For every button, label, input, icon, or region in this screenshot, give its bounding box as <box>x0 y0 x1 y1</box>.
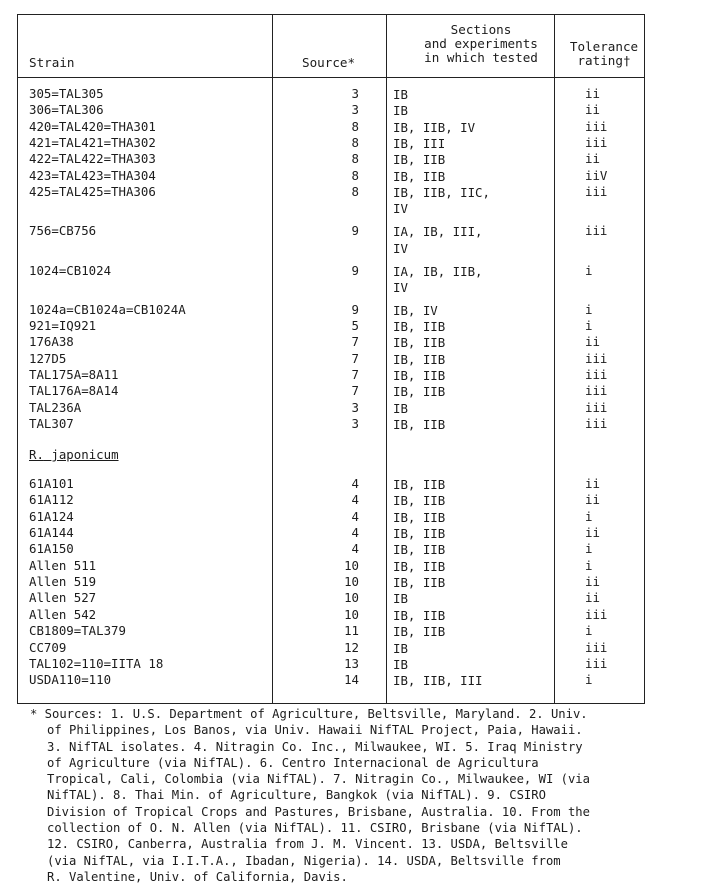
tolerance-cell: iii <box>585 399 608 415</box>
tolerance-cell: iii <box>585 350 608 366</box>
source-cell: 7 <box>351 334 359 350</box>
tolerance-cell: ii <box>585 476 600 491</box>
tolerance-cell: iii <box>585 118 608 134</box>
strain-cell: Allen 542 <box>29 606 97 622</box>
strain-cell: TAL176A=8A14 <box>29 383 119 399</box>
source-cell: 11 <box>344 623 359 639</box>
tolerance-cell: i <box>585 318 593 334</box>
source-cell: 3 <box>351 86 359 101</box>
sections-line: IB <box>393 656 408 672</box>
source-cell: 3 <box>351 399 359 415</box>
source-cell: 4 <box>351 476 359 491</box>
sections-cell <box>393 335 445 351</box>
table-row <box>17 641 645 657</box>
sections-cell <box>393 526 445 542</box>
strain-cell: Allen 527 <box>29 590 97 606</box>
table-row <box>17 542 645 558</box>
strain-cell: 1024a=CB1024a=CB1024A <box>29 301 186 317</box>
sections-line: IB, IIB <box>393 526 446 542</box>
footnote-line: of Philippines, Los Banos, via Univ. Hawaii NifTAL Project, Paia, Hawaii. <box>47 723 583 738</box>
strain-cell: 305=TAL305 <box>29 86 104 101</box>
strain-cell: 421=TAL421=THA302 <box>29 135 156 151</box>
sections-line: IV <box>393 240 408 256</box>
sections-line: IA, IB, IIB, <box>393 263 483 279</box>
sections-cell <box>393 477 445 493</box>
tolerance-cell: ii <box>585 492 600 508</box>
sections-line: IV <box>393 279 408 295</box>
strain-cell: 127D5 <box>29 350 67 366</box>
strain-cell: Allen 519 <box>29 574 97 590</box>
sections-cell <box>393 575 445 591</box>
header-sections-line-1: Sections <box>450 22 512 37</box>
sections-cell <box>393 510 445 526</box>
source-cell: 8 <box>351 151 359 167</box>
sections-line: IB <box>393 591 408 607</box>
sections-line: IB, III <box>393 136 446 152</box>
sections-line: IB, IIB <box>393 351 446 367</box>
table-bottom-rule <box>17 703 645 704</box>
source-cell: 9 <box>351 301 359 317</box>
sections-line: IB <box>393 103 408 119</box>
tolerance-cell: i <box>585 262 593 278</box>
species-name: japonicum <box>51 447 119 462</box>
source-cell: 10 <box>344 590 359 606</box>
source-cell: 8 <box>351 118 359 134</box>
source-cell: 8 <box>351 135 359 151</box>
strain-cell: 176A38 <box>29 334 74 350</box>
tolerance-cell: iii <box>585 135 608 151</box>
sections-cell <box>393 87 408 103</box>
sections-cell <box>393 224 483 257</box>
sections-cell <box>393 542 445 558</box>
strain-cell: Allen 511 <box>29 557 97 573</box>
sections-cell <box>393 120 475 136</box>
header-sections-line-3: in which tested <box>424 50 538 65</box>
source-cell: 7 <box>351 383 359 399</box>
header-strain: Strain <box>29 55 75 70</box>
strain-cell: 422=TAL422=THA303 <box>29 151 156 167</box>
sections-line: IB, IIB, IIC, <box>393 185 490 201</box>
strain-cell: 61A144 <box>29 525 74 541</box>
tolerance-cell: i <box>585 508 593 524</box>
tolerance-cell: i <box>585 672 593 688</box>
sections-line: IB, IIB <box>393 493 446 509</box>
header-source: Source* <box>302 55 356 70</box>
tolerance-cell: iiV <box>585 167 608 183</box>
footnote-line: R. Valentine, Univ. of California, Davis. <box>47 869 348 884</box>
tolerance-cell: ii <box>585 525 600 541</box>
sections-line: IB, IIB <box>393 509 446 525</box>
table-row <box>17 136 645 152</box>
sections-cell <box>393 152 445 168</box>
sections-cell <box>393 352 445 368</box>
table-row <box>17 152 645 168</box>
tolerance-cell: iii <box>585 223 608 239</box>
table-row <box>17 493 645 509</box>
table-row <box>17 673 645 689</box>
footnote-line: collection of O. N. Allen (via NifTAL). 11. CSIRO, Brisbane (via NifTAL). <box>47 821 583 836</box>
tolerance-cell: iii <box>585 383 608 399</box>
footnote-line: NifTAL). 8. Thai Min. of Agriculture, Bangkok (via NifTAL). 9. CSIRO <box>47 788 546 803</box>
sections-line: IB, IIB <box>393 368 446 384</box>
sections-cell <box>393 591 408 607</box>
source-cell: 4 <box>351 525 359 541</box>
sections-line: IB <box>393 87 408 102</box>
sections-cell <box>393 608 445 624</box>
table-row <box>17 401 645 417</box>
tolerance-cell: ii <box>585 574 600 590</box>
footnote-line: 12. CSIRO, Canberra, Australia from J. M. Vincent. 13. USDA, Beltsville <box>47 837 568 852</box>
strain-cell: CC709 <box>29 639 67 655</box>
strain-cell: USDA110=110 <box>29 672 112 688</box>
source-cell: 10 <box>344 574 359 590</box>
strain-cell: 425=TAL425=THA306 <box>29 184 156 200</box>
strain-cell: 420=TAL420=THA301 <box>29 118 156 134</box>
sections-line: IB, IIB <box>393 558 446 574</box>
sections-cell <box>393 401 408 417</box>
header-tolerance-line-1: Tolerance <box>569 39 639 54</box>
source-cell: 13 <box>344 655 359 671</box>
sections-cell <box>393 319 445 335</box>
table-row <box>17 591 645 607</box>
table-row <box>17 169 645 185</box>
sections-line: IB, IV <box>393 302 438 318</box>
source-cell: 5 <box>351 318 359 334</box>
tolerance-cell: iii <box>585 655 608 671</box>
table-row <box>17 575 645 591</box>
tolerance-cell: ii <box>585 151 600 167</box>
tolerance-cell: i <box>585 557 593 573</box>
footnote-line: Division of Tropical Crops and Pastures, Brisbane, Australia. 10. From the <box>47 804 590 819</box>
table-row <box>17 384 645 400</box>
tolerance-cell: ii <box>585 590 600 606</box>
footnote-line: (via NifTAL, via I.I.T.A., Ibadan, Nigeria). 14. USDA, Beltsville from <box>47 853 561 868</box>
sections-cell <box>393 368 445 384</box>
strain-cell: TAL175A=8A11 <box>29 367 119 383</box>
source-cell: 4 <box>351 541 359 557</box>
tolerance-cell: iii <box>585 416 608 432</box>
table-row <box>17 120 645 136</box>
sources-footnote <box>30 706 696 885</box>
table-row <box>17 559 645 575</box>
sections-line: IB, IIB <box>393 152 446 168</box>
sections-cell <box>393 185 490 218</box>
sections-line: IB, IIB <box>393 607 446 623</box>
sections-cell <box>393 417 445 433</box>
sections-cell <box>393 641 408 657</box>
sections-line: IB <box>393 640 408 656</box>
footnote-line: 3. NifTAL isolates. 4. Nitragin Co. Inc., Milwaukee, WI. 5. Iraq Ministry <box>47 739 583 754</box>
strain-cell: TAL236A <box>29 399 82 415</box>
sections-cell <box>393 624 445 640</box>
header-tolerance <box>562 40 646 68</box>
strain-cell: 61A124 <box>29 508 74 524</box>
sections-line: IB, IIB <box>393 319 446 335</box>
sections-line: IB, IIB <box>393 477 446 492</box>
sections-line: IB, IIB, III <box>393 673 483 689</box>
sections-cell <box>393 136 445 152</box>
sections-cell <box>393 169 445 185</box>
source-cell: 10 <box>344 557 359 573</box>
strain-cell: 921=IQ921 <box>29 318 97 334</box>
sections-line: IB, IIB <box>393 384 446 400</box>
source-cell: 14 <box>344 672 359 688</box>
footnote-line: * Sources: 1. U.S. Department of Agriculture, Beltsville, Maryland. 2. Univ. <box>30 707 588 721</box>
tolerance-cell: ii <box>585 334 600 350</box>
source-cell: 7 <box>351 367 359 383</box>
table-row <box>17 303 645 319</box>
source-cell: 9 <box>351 223 359 239</box>
header-sections <box>397 23 565 65</box>
source-cell: 4 <box>351 508 359 524</box>
strain-cell: 306=TAL306 <box>29 102 104 118</box>
sections-cell <box>393 493 445 509</box>
table-row <box>17 417 645 433</box>
table-row <box>17 510 645 526</box>
source-cell: 7 <box>351 350 359 366</box>
tolerance-cell: ii <box>585 86 600 101</box>
table-top-rule <box>17 14 645 15</box>
table-row <box>17 262 645 295</box>
table-row <box>17 368 645 384</box>
table-row <box>17 87 645 103</box>
table-row <box>17 624 645 640</box>
table-row <box>17 657 645 673</box>
strain-cell: TAL102=110=IITA 18 <box>29 655 164 671</box>
header-bottom-rule <box>17 77 645 78</box>
strain-cell: 756=CB756 <box>29 223 97 239</box>
strain-cell: 61A101 <box>29 476 74 491</box>
strain-cell: 423=TAL423=THA304 <box>29 167 156 183</box>
sections-cell <box>393 559 445 575</box>
sections-line: IB, IIB <box>393 417 446 433</box>
sections-line: IB, IIB <box>393 168 446 184</box>
table-row <box>17 526 645 542</box>
sections-line: IB, IIB, IV <box>393 119 476 135</box>
table-row <box>17 103 645 119</box>
strain-cell: TAL307 <box>29 416 74 432</box>
source-cell: 8 <box>351 167 359 183</box>
tolerance-cell: ii <box>585 102 600 118</box>
table-row <box>17 608 645 624</box>
sections-cell <box>393 657 408 673</box>
strain-cell: CB1809=TAL379 <box>29 623 126 639</box>
species-subheading <box>29 447 119 462</box>
tolerance-cell: i <box>585 541 593 557</box>
sections-line: IA, IB, III, <box>393 224 483 240</box>
sections-cell <box>393 303 438 319</box>
source-cell: 3 <box>351 102 359 118</box>
table-row <box>17 319 645 335</box>
header-sections-line-2: and experiments <box>424 36 538 51</box>
sections-cell <box>393 103 408 119</box>
sections-line: IV <box>393 201 408 217</box>
footnote-line: Tropical, Cali, Colombia (via NifTAL). 7. Nitragin Co., Milwaukee, WI (via <box>47 772 590 787</box>
strain-cell: 61A150 <box>29 541 74 557</box>
sections-cell <box>393 673 483 689</box>
table-row <box>17 223 645 256</box>
source-cell: 9 <box>351 262 359 278</box>
tolerance-cell: iii <box>585 184 608 200</box>
sections-line: IB, IIB <box>393 575 446 591</box>
strain-cell: 1024=CB1024 <box>29 262 112 278</box>
species-genus: R. <box>29 447 44 462</box>
table-row <box>17 184 645 217</box>
source-cell: 4 <box>351 492 359 508</box>
footnote-line: of Agriculture (via NifTAL). 6. Centro Internacional de Agricultura <box>47 755 539 770</box>
header-tolerance-line-2: rating† <box>577 53 631 68</box>
strain-table <box>17 14 645 704</box>
tolerance-cell: i <box>585 623 593 639</box>
sections-line: IB, IIB <box>393 624 446 640</box>
source-cell: 3 <box>351 416 359 432</box>
table-row <box>17 477 645 493</box>
tolerance-cell: i <box>585 301 593 317</box>
tolerance-cell: iii <box>585 639 608 655</box>
tolerance-cell: iii <box>585 367 608 383</box>
source-cell: 10 <box>344 606 359 622</box>
table-row <box>17 352 645 368</box>
sections-cell <box>393 264 483 297</box>
source-cell: 8 <box>351 184 359 200</box>
source-cell: 12 <box>344 639 359 655</box>
table-row <box>17 335 645 351</box>
sections-cell <box>393 384 445 400</box>
sections-line: IB <box>393 400 408 416</box>
strain-cell: 61A112 <box>29 492 74 508</box>
sections-line: IB, IIB <box>393 335 446 351</box>
sections-line: IB, IIB <box>393 542 446 558</box>
tolerance-cell: iii <box>585 606 608 622</box>
